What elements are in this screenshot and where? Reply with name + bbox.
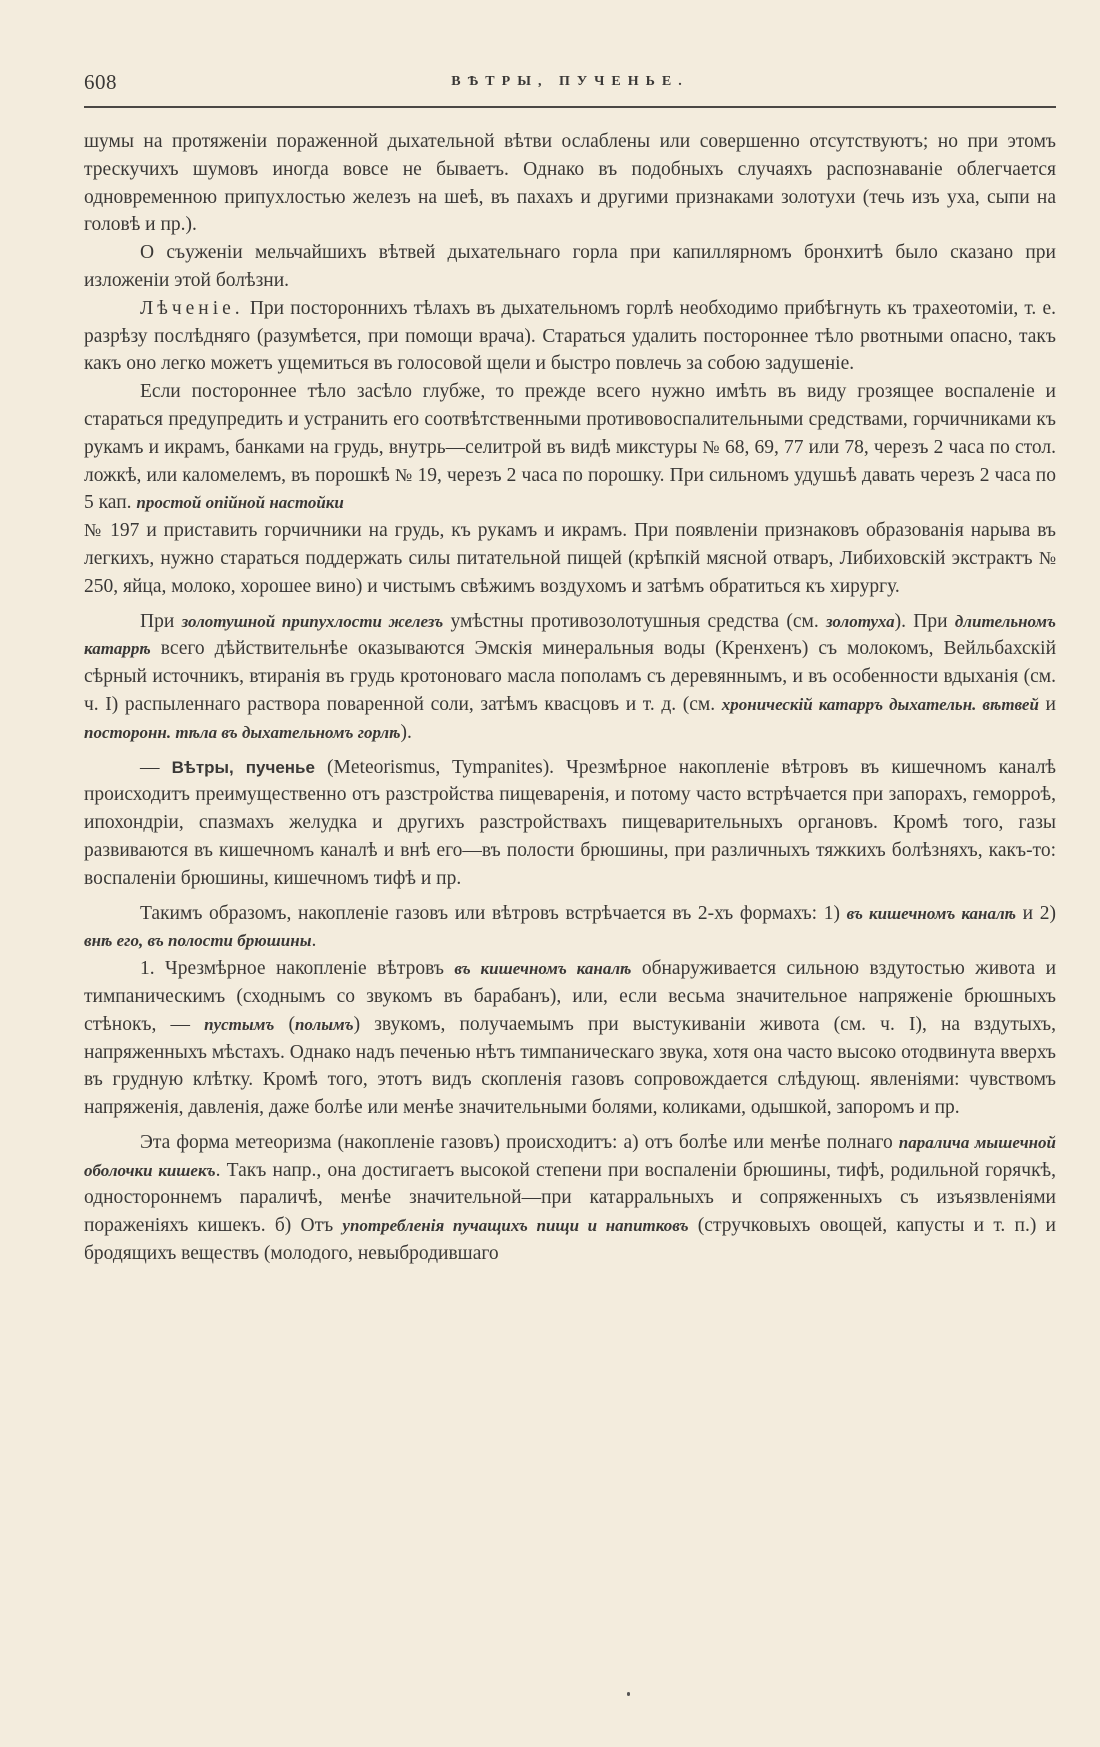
paragraph-2 bbox=[84, 239, 1056, 295]
italic-term: посторонн. тѣла въ дыхательномъ горлѣ bbox=[84, 722, 401, 742]
numero-sign: № bbox=[702, 436, 720, 457]
p5-text-1: При bbox=[140, 610, 182, 632]
paragraph-4 bbox=[84, 378, 1056, 600]
p4-text-2: 68, 69, 77 или 78, черезъ 2 часа по стол. ложкѣ, или каломелемъ, въ порошкѣ bbox=[84, 436, 1056, 486]
numero-sign: № bbox=[394, 464, 413, 485]
p1-text: шумы на протяженіи пораженной дыхательной вѣтви ослаблены или совершенно отсутствуютъ; но при этомъ трескучихъ шумовъ иногда вовсе не бываетъ. Однако въ подобныхъ случаяхъ распознаваніе облегчается одновременною припухлостью железъ на шеѣ, въ пахахъ и другими признаками золотухи (течь изъ уха, сыпи на головѣ и пр.). bbox=[84, 131, 1056, 236]
italic-term: полымъ bbox=[294, 1014, 354, 1034]
italic-term: золотуха bbox=[826, 611, 895, 631]
p8-text-2: обнаруживается сильною вздутостью живота и тимпаническимъ (сходнымъ со звукомъ въ барабанъ), или, если весьма значительное напряженіе брюшныхъ стѣнокъ, — bbox=[84, 958, 1057, 1035]
p9-text-1: Эта форма метеоризма (накопленіе газовъ) происходитъ: а) отъ болѣе или менѣе полнаго bbox=[140, 1131, 899, 1153]
p4-text-3: 19, черезъ 2 часа по порошку. При сильномъ удушьѣ давать черезъ 2 часа по 5 кап. bbox=[84, 464, 1056, 514]
page-number: 608 bbox=[84, 70, 117, 94]
p8-text-3: ( bbox=[274, 1013, 295, 1035]
italic-term: хроническій катарръ дыхательн. вѣтвей bbox=[721, 694, 1039, 714]
article-dash: — bbox=[140, 756, 172, 778]
numero-sign: № bbox=[1038, 547, 1056, 568]
italic-term: въ кишечномъ каналѣ bbox=[454, 959, 632, 979]
p9-text-3: (стручковыхъ овощей, капусты и т. п.) и бродящихъ веществъ (молодого, невыбродившаго bbox=[84, 1215, 1056, 1265]
numero-sign: № bbox=[84, 520, 104, 541]
p8-text-4: ) звукомъ, получаемымъ при выстукиваніи живота (см. ч. I), на вздутыхъ, напряженныхъ мѣстахъ. Однако надъ печенью нѣтъ тимпаническаго звука, хотя она часто высоко отодвинута вверхъ въ грудную клѣтку. Кромѣ того, этотъ видъ скопленія газовъ сопровождается слѣдующ. явленіями: чувствомъ напряженія, давленія, даже болѣе или менѣе значительными болями, коликами, одышкой, запоромъ и пр. bbox=[84, 1013, 1056, 1119]
italic-term: длительномъ катаррѣ bbox=[84, 611, 1056, 659]
p6-text: (Meteorismus, Tympanites). Чрезмѣрное накопленіе вѣтровъ въ кишечномъ каналѣ происходитъ преимущественно отъ разстройства пищеваренія, и потому часто встрѣчается при запорахъ, геморроѣ, ипохондріи, спазмахъ желудка и другихъ разстройствахъ пищеварительныхъ органовъ. Кромѣ того, газы развиваются въ кишечномъ каналѣ и внѣ его—въ полости брюшины, при различныхъ тяжкихъ болѣзняхъ, какъ-то: воспаленіи брюшины, кишечномъ тифѣ и пр. bbox=[84, 756, 1057, 889]
body-text bbox=[84, 128, 1056, 1268]
paragraph-5 bbox=[84, 608, 1056, 747]
p4-text-1: Если постороннее тѣло засѣло глубже, то прежде всего нужно имѣть въ виду грозящее воспаленіе и стараться предупредить и устранить его соотвѣтственными противовоспалительными средствами, горчичниками къ рукамъ и икрамъ, банками на грудь, внутрь—селитрой въ видѣ микстуры bbox=[84, 381, 1056, 458]
italic-term: простой опійной настойки bbox=[136, 493, 344, 513]
paragraph-9 bbox=[84, 1129, 1056, 1268]
article-heading: Вѣтры, пученье bbox=[171, 757, 315, 777]
p8-text-1: 1. Чрезмѣрное накопленіе вѣтровъ bbox=[140, 958, 455, 980]
running-title: ВѢТРЫ, ПУЧЕНЬЕ. bbox=[451, 74, 689, 89]
italic-term: внѣ его, въ полости брюшины bbox=[84, 931, 312, 951]
italic-term: пустымъ bbox=[204, 1014, 275, 1034]
p7-text-2: и 2) bbox=[1016, 902, 1056, 924]
p5-text-5: и bbox=[1038, 693, 1056, 715]
running-head bbox=[84, 66, 1056, 108]
p5-text-2: умѣстны противозолотушныя средства (см. bbox=[443, 610, 826, 632]
italic-term: въ кишечномъ каналѣ bbox=[846, 903, 1017, 923]
italic-term: золотушной припухлости железъ bbox=[181, 611, 444, 631]
paragraph-6 bbox=[84, 754, 1056, 893]
paragraph-1 bbox=[84, 128, 1056, 239]
paragraph-3 bbox=[84, 295, 1056, 378]
p5-text-3: ). При bbox=[894, 610, 955, 632]
p5-text-4: всего дѣйствительнѣе оказываются Эмскія минеральныя воды (Кренхенъ) съ молокомъ, Вейльбахскій сѣрный источникъ, втиранія въ грудь кротоноваго масла пополамъ съ деревяннымъ, и въ особенности вдыханія (см. ч. I) распыленнаго раствора поваренной соли, затѣмъ квасцовъ и т. д. (см. bbox=[84, 638, 1056, 715]
treatment-lead: Лѣченіе. bbox=[140, 297, 244, 319]
paragraph-8 bbox=[84, 955, 1056, 1122]
p4-text-5: 250, яйца, молоко, хорошее вино) и чистымъ свѣжимъ воздухомъ и затѣмъ обратиться къ хирургу. bbox=[84, 575, 900, 597]
ink-speck bbox=[627, 1692, 630, 1696]
p2-text: О съуженіи мельчайшихъ вѣтвей дыхательнаго горла при капиллярномъ бронхитѣ было сказано при изложеніи этой болѣзни. bbox=[84, 242, 1056, 291]
italic-term: паралича мышечной оболочки кишекъ bbox=[84, 1132, 1057, 1180]
p7-text-1: Такимъ образомъ, накопленіе газовъ или вѣтровъ встрѣчается въ 2-хъ формахъ: 1) bbox=[140, 902, 847, 924]
p5-text-6: ). bbox=[400, 721, 412, 743]
p3-text: При постороннихъ тѣлахъ въ дыхательномъ горлѣ необходимо прибѣгнуть къ трахеотоміи, т. е. разрѣзу послѣдняго (разумѣется, при помощи врача). Стараться удалить постороннее тѣло рвотными опасно, такъ какъ оно легко можетъ ущемиться въ голосовой щели и быстро повлечь за собою задушеніе. bbox=[84, 297, 1056, 375]
paragraph-7 bbox=[84, 900, 1056, 956]
p4-text-4: 197 и приставить горчичники на грудь, къ рукамъ и икрамъ. При появленіи признаковъ образованія нарыва въ легкихъ, нужно стараться поддержать силы питательной пищей (крѣпкій мясной отваръ, Либиховскій экстрактъ bbox=[84, 520, 1056, 569]
p7-text-3: . bbox=[311, 930, 317, 952]
p9-text-2: . Такъ напр., она достигаетъ высокой степени при воспаленіи брюшины, тифѣ, родильной горячкѣ, одностороннемъ параличѣ, менѣе значительной—при катарральныхъ и сопряженныхъ съ изъязвленіями пораженіяхъ кишекъ. б) Отъ bbox=[84, 1159, 1056, 1237]
italic-term: употребленія пучащихъ пищи и напитковъ bbox=[342, 1216, 689, 1236]
